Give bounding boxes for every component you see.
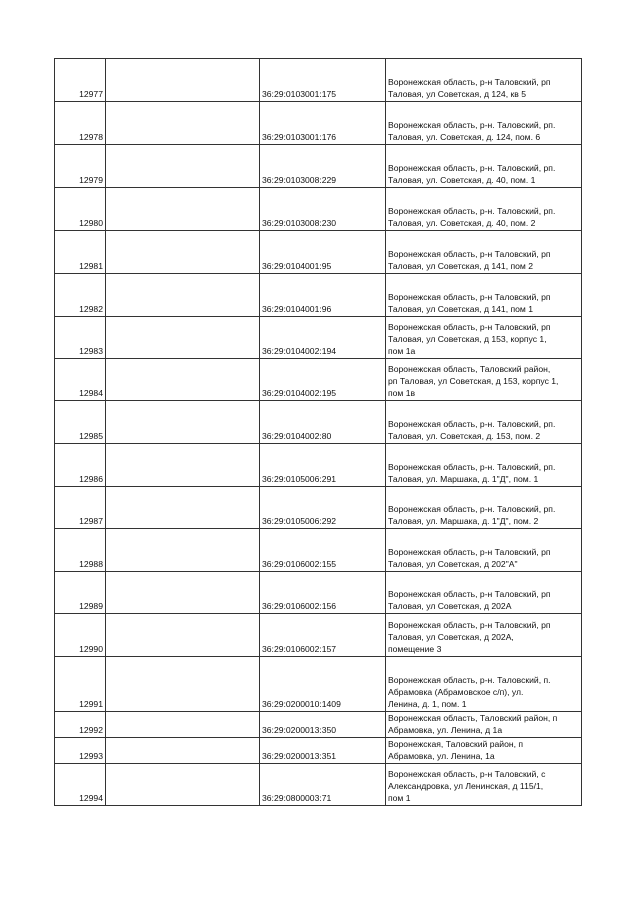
row-owner xyxy=(106,529,260,572)
row-address: Воронежская область, р-н Таловский, рп Таловая, ул Советская, д 153, корпус 1, пом 1а xyxy=(386,317,582,359)
row-cadastral-number: 36:29:0103001:176 xyxy=(260,102,386,145)
row-cadastral-number: 36:29:0200013:351 xyxy=(260,738,386,764)
row-cadastral-number: 36:29:0105006:292 xyxy=(260,487,386,529)
row-number: 12985 xyxy=(55,401,106,444)
row-address: Воронежская область, р-н. Таловский, рп. Таловая, ул. Маршака, д. 1"Д", пом. 1 xyxy=(386,444,582,487)
table-row xyxy=(55,231,582,274)
table-row xyxy=(55,572,582,614)
row-address: Воронежская область, р-н Таловский, рп Таловая, ул Советская, д 202"А" xyxy=(386,529,582,572)
registry-table xyxy=(54,58,582,806)
row-owner xyxy=(106,59,260,102)
row-cadastral-number: 36:29:0103001:175 xyxy=(260,59,386,102)
row-cadastral-number: 36:29:0104002:194 xyxy=(260,317,386,359)
row-address: Воронежская область, р-н. Таловский, рп. Таловая, ул. Советская, д. 40, пом. 1 xyxy=(386,145,582,188)
row-number: 12979 xyxy=(55,145,106,188)
row-cadastral-number: 36:29:0200010:1409 xyxy=(260,657,386,712)
row-owner xyxy=(106,401,260,444)
table-row xyxy=(55,102,582,145)
row-address: Воронежская область, р-н. Таловский, рп. Таловая, ул. Советская, д. 153, пом. 2 xyxy=(386,401,582,444)
table-row xyxy=(55,657,582,712)
row-address: Воронежская область, р-н. Таловский, п. Абрамовка (Абрамовское с/п), ул. Ленина, д. 1, пом. 1 xyxy=(386,657,582,712)
row-owner xyxy=(106,274,260,317)
row-owner xyxy=(106,487,260,529)
registry-rows xyxy=(55,59,582,806)
row-owner xyxy=(106,231,260,274)
row-cadastral-number: 36:29:0104002:195 xyxy=(260,359,386,401)
row-cadastral-number: 36:29:0104001:96 xyxy=(260,274,386,317)
row-number: 12982 xyxy=(55,274,106,317)
row-address: Воронежская область, р-н Таловский, рп Таловая, ул Советская, д 202А, помещение 3 xyxy=(386,614,582,657)
row-address: Воронежская область, р-н Таловский, рп Таловая, ул Советская, д 141, пом 1 xyxy=(386,274,582,317)
row-owner xyxy=(106,444,260,487)
table-row xyxy=(55,444,582,487)
table-row xyxy=(55,274,582,317)
table-row xyxy=(55,764,582,806)
row-number: 12978 xyxy=(55,102,106,145)
row-cadastral-number: 36:29:0103008:230 xyxy=(260,188,386,231)
row-cadastral-number: 36:29:0106002:156 xyxy=(260,572,386,614)
row-number: 12980 xyxy=(55,188,106,231)
table-row xyxy=(55,712,582,738)
row-owner xyxy=(106,359,260,401)
row-cadastral-number: 36:29:0200013:350 xyxy=(260,712,386,738)
table-row xyxy=(55,59,582,102)
row-address: Воронежская, Таловский район, п Абрамовка, ул. Ленина, 1а xyxy=(386,738,582,764)
row-owner xyxy=(106,188,260,231)
row-number: 12994 xyxy=(55,764,106,806)
row-owner xyxy=(106,145,260,188)
row-number: 12977 xyxy=(55,59,106,102)
row-cadastral-number: 36:29:0106002:157 xyxy=(260,614,386,657)
row-owner xyxy=(106,572,260,614)
row-number: 12992 xyxy=(55,712,106,738)
row-number: 12981 xyxy=(55,231,106,274)
row-address: Воронежская область, Таловский район, п Абрамовка, ул. Ленина, д 1а xyxy=(386,712,582,738)
row-number: 12993 xyxy=(55,738,106,764)
row-cadastral-number: 36:29:0105006:291 xyxy=(260,444,386,487)
row-address: Воронежская область, р-н. Таловский, рп. Таловая, ул. Советская, д. 40, пом. 2 xyxy=(386,188,582,231)
row-address: Воронежская область, р-н. Таловский, рп. Таловая, ул. Маршака, д. 1"Д", пом. 2 xyxy=(386,487,582,529)
table-row xyxy=(55,529,582,572)
row-owner xyxy=(106,614,260,657)
row-cadastral-number: 36:29:0104002:80 xyxy=(260,401,386,444)
row-cadastral-number: 36:29:0103008:229 xyxy=(260,145,386,188)
row-number: 12983 xyxy=(55,317,106,359)
row-number: 12984 xyxy=(55,359,106,401)
row-address: Воронежская область, р-н. Таловский, рп. Таловая, ул. Советская, д. 124, пом. 6 xyxy=(386,102,582,145)
row-owner xyxy=(106,738,260,764)
row-address: Воронежская область, р-н Таловский, рп Таловая, ул Советская, д 124, кв 5 xyxy=(386,59,582,102)
table-row xyxy=(55,401,582,444)
row-number: 12989 xyxy=(55,572,106,614)
table-row xyxy=(55,145,582,188)
table-row xyxy=(55,359,582,401)
row-number: 12990 xyxy=(55,614,106,657)
row-address: Воронежская область, р-н Таловский, рп Таловая, ул Советская, д 141, пом 2 xyxy=(386,231,582,274)
row-number: 12987 xyxy=(55,487,106,529)
row-cadastral-number: 36:29:0106002:155 xyxy=(260,529,386,572)
row-owner xyxy=(106,764,260,806)
row-owner xyxy=(106,712,260,738)
row-address: Воронежская область, р-н Таловский, с Александровка, ул Ленинская, д 115/1, пом 1 xyxy=(386,764,582,806)
row-owner xyxy=(106,102,260,145)
table-row xyxy=(55,188,582,231)
table-row xyxy=(55,487,582,529)
row-owner xyxy=(106,317,260,359)
row-address: Воронежская область, Таловский район, рп Таловая, ул Советская, д 153, корпус 1, пом 1в xyxy=(386,359,582,401)
row-number: 12988 xyxy=(55,529,106,572)
table-row xyxy=(55,614,582,657)
table-row xyxy=(55,317,582,359)
row-number: 12991 xyxy=(55,657,106,712)
row-cadastral-number: 36:29:0104001:95 xyxy=(260,231,386,274)
row-number: 12986 xyxy=(55,444,106,487)
row-address: Воронежская область, р-н Таловский, рп Таловая, ул Советская, д 202А xyxy=(386,572,582,614)
row-owner xyxy=(106,657,260,712)
row-cadastral-number: 36:29:0800003:71 xyxy=(260,764,386,806)
table-row xyxy=(55,738,582,764)
